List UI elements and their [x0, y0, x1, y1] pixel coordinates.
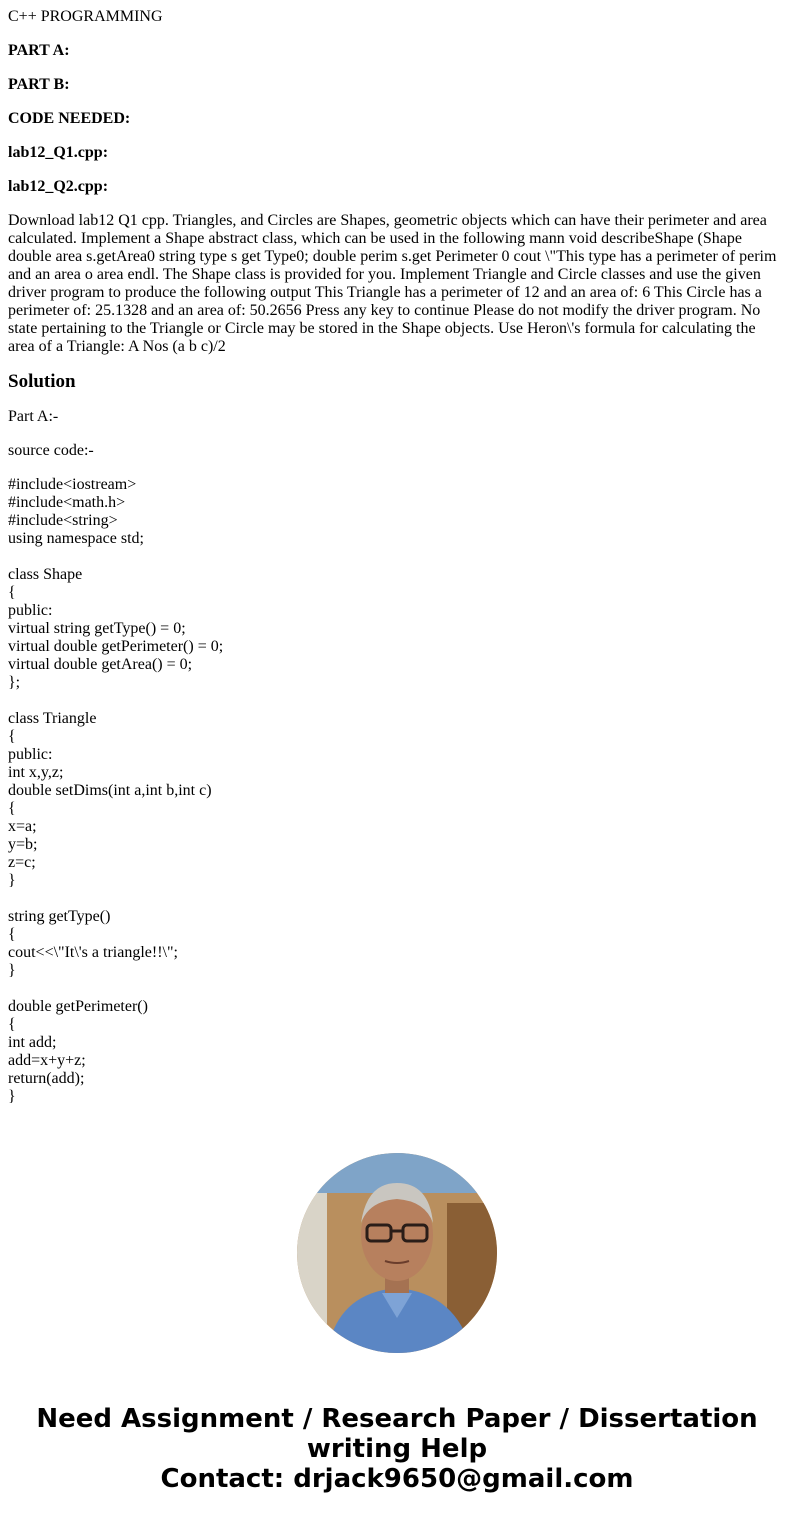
- heading-code-needed: CODE NEEDED:: [8, 110, 131, 127]
- document-title: C++ PROGRAMMING: [8, 8, 163, 25]
- promo-contact-line: Contact: drjack9650@gmail.com: [160, 1464, 634, 1494]
- code-block-shape-class: class Shape { public: virtual string getType() = 0; virtual double getPerimeter() = 0; virtual double getArea() = 0; };: [8, 566, 224, 691]
- source-code-label: source code:-: [8, 442, 94, 459]
- promo-line-2: writing Help: [306, 1434, 488, 1464]
- code-block-get-type: string getType() { cout<<\"It\'s a triangle!!\"; }: [8, 908, 178, 979]
- promo-footer: [0, 1404, 794, 1494]
- heading-lab12-q2: lab12_Q2.cpp:: [8, 178, 109, 195]
- code-block-includes: #include<iostream> #include<math.h> #include<string> using namespace std;: [8, 476, 144, 547]
- part-label: Part A:-: [8, 408, 59, 425]
- code-block-get-perimeter: double getPerimeter() { int add; add=x+y+z; return(add); }: [8, 998, 148, 1105]
- solution-heading: Solution: [8, 371, 76, 392]
- question-text: Download lab12 Q1 cpp. Triangles, and Circles are Shapes, geometric objects which can have their perimeter and area calculated. Implement a Shape abstract class, which can be used in the following mann void describeShape (Shape double area s.getArea0 string type s get Type0; double perim s.get Perimeter 0 cout \"This type has a perimeter of perim and an area o area endl. The Shape class is provided for you. Implement Triangle and Circle classes and use the given driver program to produce the following output This Triangle has a perimeter of 12 and an area of: 6 This Circle has a perimeter of: 25.1328 and an area of: 50.2656 Press any key to continue Please do not modify the driver program. No state pertaining to the Triangle or Circle may be stored in the Shape objects. Use Heron\'s formula for calculating the area of a Triangle: A Nos (a b c)/2: [8, 212, 777, 355]
- heading-lab12-q1: lab12_Q1.cpp:: [8, 144, 109, 161]
- heading-part-b: PART B:: [8, 76, 70, 93]
- document-body: [8, 8, 780, 1106]
- code-block-triangle-class: class Triangle { public: int x,y,z; double setDims(int a,int b,int c) { x=a; y=b; z=c; }: [8, 710, 212, 889]
- author-avatar: [297, 1153, 497, 1353]
- heading-part-a: PART A:: [8, 42, 70, 59]
- promo-line-1: Need Assignment / Research Paper / Dissertation: [36, 1404, 758, 1434]
